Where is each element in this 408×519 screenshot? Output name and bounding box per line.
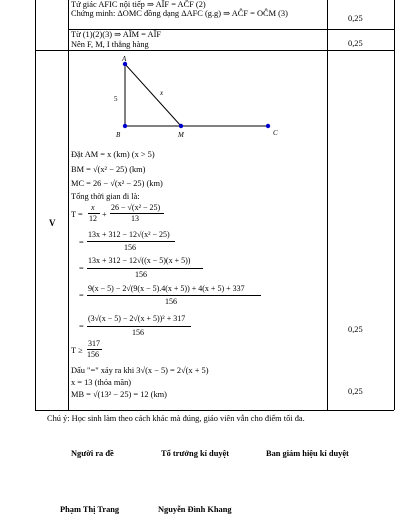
author-name: Phạm Thị Trang — [60, 505, 120, 514]
board-title: Ban giám hiệu kí duyệt — [266, 449, 349, 458]
label-c: C — [273, 129, 278, 137]
step5-bar — [87, 326, 191, 327]
t-ge: T ≥ — [71, 346, 83, 355]
mc-expression: MC = 26 − √(x² − 25) (km) — [71, 179, 163, 188]
part-label: V — [49, 218, 56, 228]
step3-den: 156 — [135, 270, 147, 279]
proof-line-4: Nên F, M, I thẳng hàng — [71, 40, 149, 49]
segment-am — [125, 64, 181, 126]
point-b — [123, 124, 127, 128]
frac1-den: 12 — [89, 214, 97, 223]
table-col-divider — [68, 0, 69, 410]
total-time-label: Tổng thời gian đi là: — [71, 192, 140, 201]
proof-line-1: Tứ giác AFIC nội tiếp ⇒ AÎF = AĈF (2) — [71, 0, 206, 9]
bm-expression: BM = √(x² − 25) (km) — [71, 165, 146, 174]
table-right-border — [394, 0, 395, 410]
geometry-diagram — [108, 52, 288, 142]
label-m: M — [178, 131, 184, 139]
grading-note: Chú ý: Học sinh làm theo cách khác mà đúng, giáo viên vẫn cho điểm tối đa. — [47, 414, 305, 423]
point-c — [266, 124, 270, 128]
equals-sign: = — [79, 322, 84, 331]
step2-bar — [87, 241, 175, 242]
t-prefix: T = — [71, 210, 83, 219]
step4-bar — [87, 295, 261, 296]
score-cell: 0,25 — [348, 39, 363, 48]
equals-sign: = — [79, 264, 84, 273]
label-x: x — [160, 89, 164, 97]
frac2-num: 26 − √(x² − 25) — [111, 203, 161, 212]
step2-num: 13x + 312 − 12√(x² − 25) — [88, 230, 170, 239]
step5-den: 156 — [132, 328, 144, 337]
equals-sign: = — [79, 238, 84, 247]
score-cell: 0,25 — [348, 387, 363, 396]
t-ge-num: 317 — [88, 339, 100, 348]
row-divider — [35, 50, 394, 51]
equals-sign: = — [79, 291, 84, 300]
step4-den: 156 — [165, 297, 177, 306]
frac2-den: 13 — [131, 214, 139, 223]
table-score-divider — [327, 0, 328, 410]
table-bottom-border — [35, 410, 394, 411]
step2-den: 156 — [124, 243, 136, 252]
step4-num: 9(x − 5) − 2√(9(x − 5).4(x + 5)) + 4(x + 5) + 337 — [88, 284, 245, 293]
proof-line-3: Từ (1)(2)(3) ⇒ AÎM = AÎF — [71, 30, 162, 39]
x-value: x = 13 (thỏa mãn) — [71, 378, 132, 387]
score-cell: 0,25 — [348, 14, 363, 23]
frac1-num: x — [91, 203, 95, 212]
label-5: 5 — [114, 95, 118, 103]
step3-num: 13x + 312 − 12√((x − 5)(x + 5)) — [88, 256, 191, 265]
table-left-border — [35, 0, 36, 410]
label-a: A — [122, 55, 127, 63]
author-title: Người ra đề — [71, 449, 114, 458]
equality-condition: Dấu "=" xảy ra khi 3√(x − 5) = 2√(x + 5) — [71, 366, 209, 375]
label-b: B — [116, 131, 121, 139]
score-cell: 0,25 — [348, 325, 363, 334]
let-am: Đặt AM = x (km) (x > 5) — [71, 150, 155, 159]
mb-result: MB = √(13² − 25) = 12 (km) — [71, 390, 167, 399]
triangle-figure — [108, 52, 288, 142]
t-ge-den: 156 — [87, 350, 99, 359]
head-name: Nguyễn Đình Khang — [158, 505, 232, 514]
point-m — [179, 124, 183, 128]
proof-line-2: Chứng minh: ΔOMC đồng dạng ΔAFC (g.g) ⇒ AĈF = OĈM (3) — [71, 9, 288, 18]
step5-num: (3√(x − 5) − 2√(x + 5))² + 317 — [88, 314, 186, 323]
plus-sign: + — [102, 210, 107, 219]
head-title: Tổ trưởng kí duyệt — [161, 449, 230, 458]
step3-bar — [87, 268, 203, 269]
